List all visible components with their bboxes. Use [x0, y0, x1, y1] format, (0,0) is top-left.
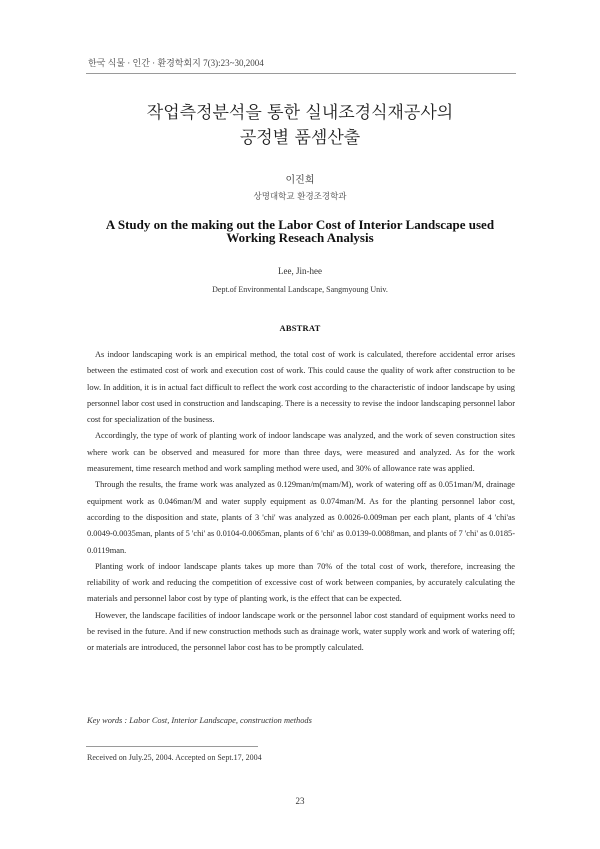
english-title: A Study on the making out the Labor Cost of Interior Landscape used Working Reseach Analysis: [105, 217, 495, 245]
abstract-paragraph: Through the results, the frame work was analyzed as 0.129man/m(mam/M), work of watering off as 0.051man/M, drainage equipment work as 0.046man/M and water supply equipment as 0.074man/M. As for the planting personnel labor cost, according to the disposition and state, plants of 3 'chi' was analyzed as 0.0026-0.009man per each plant, plants of 4 'chi'as 0.0049-0.0035man, plants of 5 'chi' as 0.0104-0.0065man, plants of 6 'chi' as 0.0139-0.0088man, and plants of 7 'chi' as 0.0185-0.0119man.: [87, 480, 515, 555]
abstract-paragraph: Accordingly, the type of work of planting work of indoor landscape was analyzed, and the work of seven construction sites where work can be observed and measured for more than three days, were measured and analyzed. As for the work measurement, time research method and work sampling method were used, and 30% of allowance rate was applied.: [87, 431, 515, 474]
abstract-paragraph: Planting work of indoor landscape plants takes up more than 70% of the total cost of work, therefore, increasing the reliability of work and reducing the competition of excessive cost of work between companies, by accurately calculating the materials and personnel labor cost by type of planting work, is the effect that can be expected.: [87, 561, 515, 604]
korean-title-line-1: 작업측정분석을 통한 실내조경식재공사의: [146, 103, 454, 123]
received-date: Received on July.25, 2004. Accepted on Sept.17, 2004: [87, 753, 262, 762]
running-head: 한국 식물 · 인간 · 환경학회지 7(3):23~30,2004: [88, 58, 264, 68]
footnote-rule: [86, 746, 258, 747]
english-affiliation: Dept.of Environmental Landscape, Sangmyoung Univ.: [212, 285, 388, 294]
korean-title-line-2: 공정별 품셈산출: [239, 128, 361, 148]
korean-affiliation: 상명대학교 환경조경학과: [253, 192, 347, 202]
abstract-paragraph: As indoor landscaping work is an empirical method, the total cost of work is calculated, therefore accidental error arises between the estimated cost of work and execution cost of work. This could cause the quality of work after construction to be low. In addition, it is in actual fact difficult to reflect the work cost according to the characteristic of indoor landscape by using personnel labor cost used in construction and landscaping. There is a necessity to revise the indoor landscaping personnel labor cost for specialization of the business.: [87, 350, 515, 425]
english-author: Lee, Jin-hee: [278, 266, 322, 276]
page-number: 23: [295, 796, 305, 806]
abstract-body: [87, 347, 515, 657]
korean-author: 이진희: [285, 175, 315, 186]
header-rule: [86, 73, 516, 74]
keywords: Key words : Labor Cost, Interior Landscape, construction methods: [87, 716, 312, 725]
abstract-heading: ABSTRAT: [279, 323, 321, 333]
abstract-paragraph: However, the landscape facilities of indoor landscape work or the personnel labor cost standard of equipment works need to be revised in the future. And if new construction methods such as drainage work, water supply work and work of watering off; or materials are introduced, the personnel labor cost has to be promptly calculated.: [87, 610, 515, 653]
